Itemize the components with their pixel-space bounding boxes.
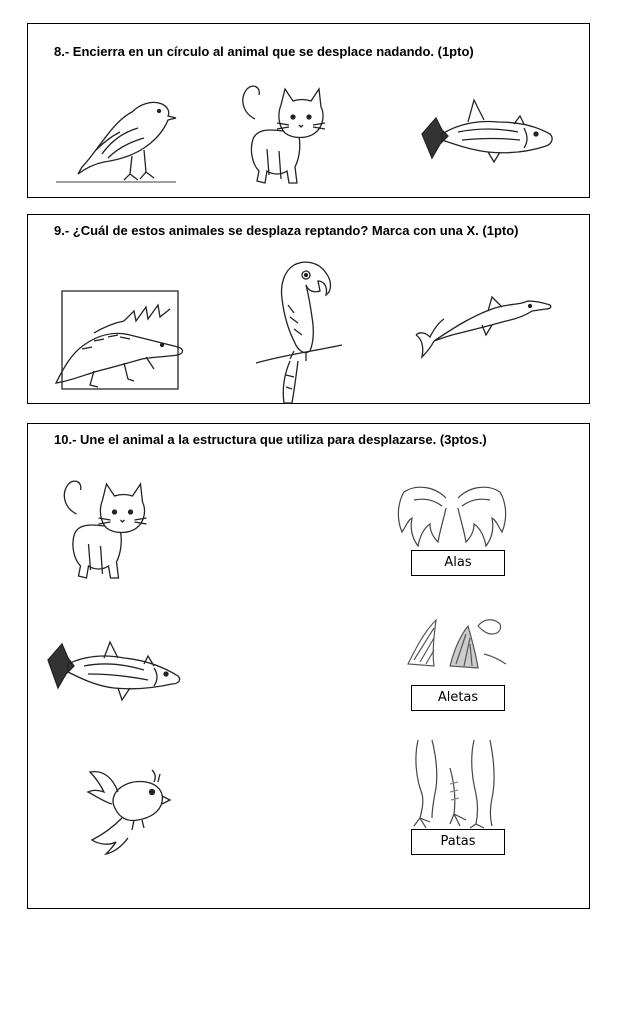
label-fins: Aletas (411, 685, 505, 711)
question-9-box (27, 214, 590, 404)
legs-image[interactable] (410, 738, 506, 830)
label-legs: Patas (411, 829, 505, 855)
fish-image[interactable] (44, 630, 184, 710)
cat-image[interactable] (233, 79, 328, 189)
bird-image[interactable] (82, 762, 172, 852)
question-10-box (27, 423, 590, 909)
crocodile-image[interactable] (54, 287, 186, 393)
fins-image[interactable] (406, 614, 506, 674)
question-8-box (27, 23, 590, 198)
bird-image[interactable] (52, 82, 182, 187)
wings-image[interactable] (396, 478, 508, 554)
dolphin-image[interactable] (412, 275, 554, 359)
question-9-title: 9.- ¿Cuál de estos animales se desplaza reptando? Marca con una X. (1pto) (54, 223, 519, 238)
question-10-title: 10.- Une el animal a la estructura que utiliza para desplazarse. (3ptos.) (54, 432, 487, 447)
question-8-title: 8.- Encierra en un círculo al animal que se desplace nadando. (1pto) (54, 44, 474, 59)
parrot-image[interactable] (254, 255, 344, 405)
cat-image[interactable] (52, 474, 152, 584)
label-wings: Alas (411, 550, 505, 576)
fish-image[interactable] (418, 96, 558, 176)
